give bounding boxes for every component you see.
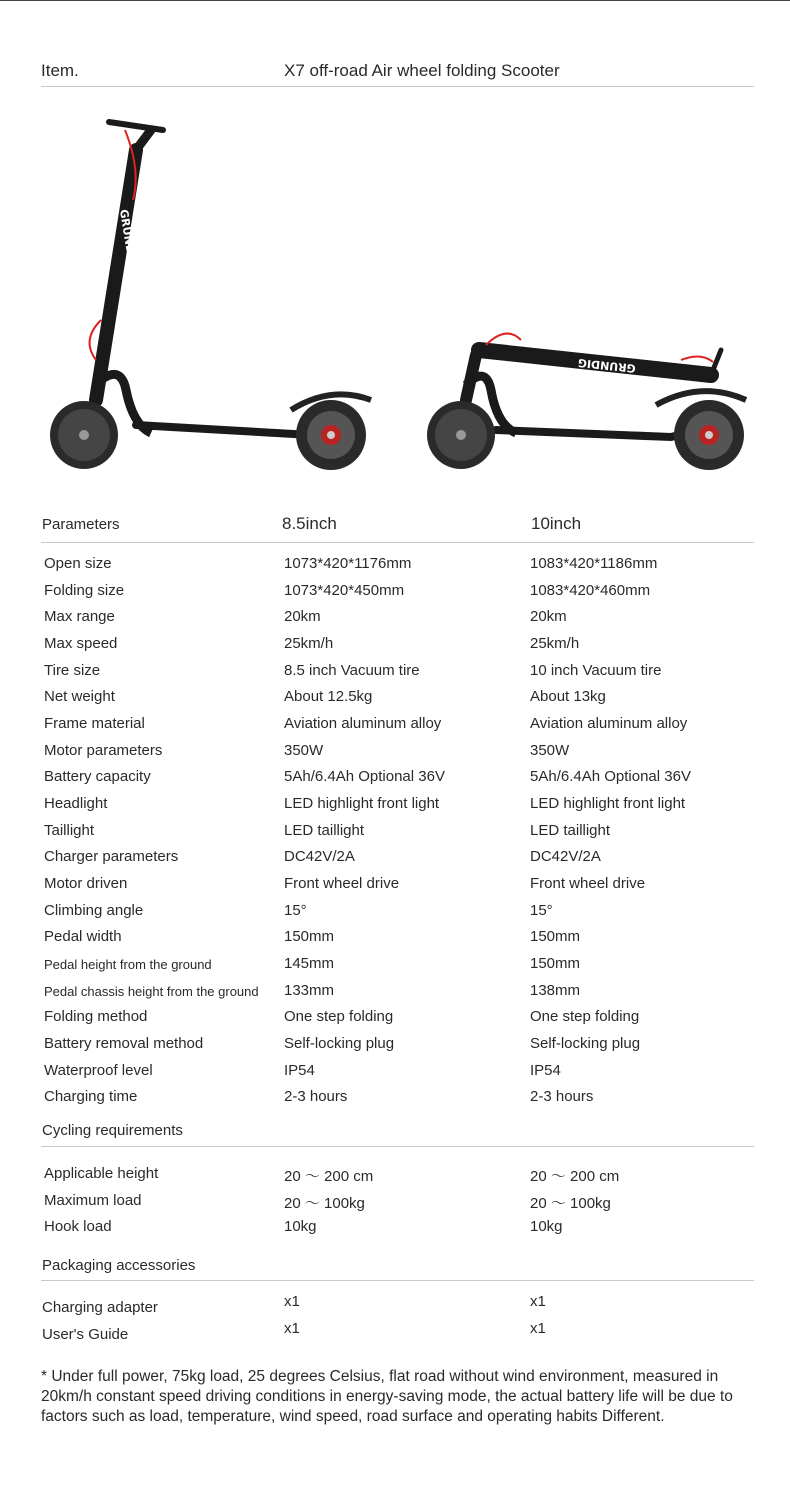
unfolded-scooter-image xyxy=(50,122,371,470)
row-label: Waterproof level xyxy=(44,1062,153,1079)
row-value-8-5: One step folding xyxy=(284,1008,394,1025)
item-title: X7 off-road Air wheel folding Scooter xyxy=(284,61,560,80)
row-label: Pedal chassis height from the ground xyxy=(44,984,259,999)
header-divider xyxy=(41,86,754,87)
row-label: Battery removal method xyxy=(44,1035,204,1052)
table-row xyxy=(0,848,790,874)
table-row xyxy=(0,742,790,768)
row-value-8-5: 8.5 inch Vacuum tire xyxy=(284,662,420,679)
row-value-8-5: LED taillight xyxy=(284,822,365,839)
row-value-8-5: 20 ～ 100kg xyxy=(284,1195,365,1212)
row-value-10: One step folding xyxy=(530,1008,640,1025)
row-label: Climbing angle xyxy=(44,902,144,919)
row-value-10: 20 ～ 100kg xyxy=(530,1195,611,1212)
parameters-title: Parameters xyxy=(42,516,120,533)
row-value-8-5: 145mm xyxy=(284,955,335,972)
row-value-8-5: 350W xyxy=(284,742,324,759)
row-label: Folding size xyxy=(44,582,125,599)
row-value-10: IP54 xyxy=(530,1062,561,1079)
row-label: Charger parameters xyxy=(44,848,179,865)
row-value-8-5: 25km/h xyxy=(284,635,334,652)
row-label: User's Guide xyxy=(42,1326,129,1343)
row-label: Open size xyxy=(44,555,112,572)
row-value-10: DC42V/2A xyxy=(530,848,601,865)
scooter-figure xyxy=(41,100,754,480)
row-value-8-5: 15° xyxy=(284,902,307,919)
row-label: Charging time xyxy=(44,1088,138,1105)
row-value-8-5: Self-locking plug xyxy=(284,1035,395,1052)
row-value-10: LED highlight front light xyxy=(530,795,686,812)
table-row xyxy=(0,635,790,661)
row-value-10: 10 inch Vacuum tire xyxy=(530,662,662,679)
table-row xyxy=(0,982,790,1008)
folded-scooter-image xyxy=(427,334,746,470)
table-row xyxy=(0,715,790,741)
row-value-10: 350W xyxy=(530,742,570,759)
table-row xyxy=(0,1293,790,1319)
row-value-10: 15° xyxy=(530,902,553,919)
row-value-10: 138mm xyxy=(530,982,581,999)
row-label: Tire size xyxy=(44,662,101,679)
column-heading-10-inch: 10inch xyxy=(531,514,582,533)
row-value-10: 150mm xyxy=(530,928,581,945)
row-value-8-5: 5Ah/6.4Ah Optional 36V xyxy=(284,768,445,785)
cycling-divider xyxy=(41,1146,754,1147)
item-label: Item. xyxy=(41,61,79,80)
table-row xyxy=(0,822,790,848)
table-row xyxy=(0,1008,790,1034)
row-value-10: 25km/h xyxy=(530,635,580,652)
row-value-10: 2-3 hours xyxy=(530,1088,594,1105)
row-value-8-5: 1073*420*1176mm xyxy=(284,555,412,572)
row-value-8-5: Front wheel drive xyxy=(284,875,400,892)
folded-stem-brand-text: GRUNDIG xyxy=(577,355,637,375)
row-label: Taillight xyxy=(44,822,95,839)
row-value-10: LED taillight xyxy=(530,822,611,839)
table-row xyxy=(0,1088,790,1114)
row-value-10: 20 ～ 200 cm xyxy=(530,1168,620,1185)
table-row xyxy=(0,1192,790,1218)
row-value-10: 10kg xyxy=(530,1218,563,1235)
table-row xyxy=(0,902,790,928)
row-label: Net weight xyxy=(44,688,115,705)
table-row xyxy=(0,555,790,581)
row-label: Pedal width xyxy=(44,928,122,945)
battery-life-footnote: * Under full power, 75kg load, 25 degrees Celsius, flat road without wind environment, measured in 20km/h constant speed driving conditions in energy-saving mode, the actual battery life will be due to factors such as load, temperature, wind speed, road surface and operating habits Different. xyxy=(41,1368,733,1425)
table-row xyxy=(0,582,790,608)
row-label: Maximum load xyxy=(44,1192,142,1209)
row-value-8-5: Aviation aluminum alloy xyxy=(284,715,442,732)
row-label: Applicable height xyxy=(44,1165,159,1182)
row-value-8-5: 133mm xyxy=(284,982,335,999)
row-value-8-5: 10kg xyxy=(284,1218,317,1235)
row-label: Folding method xyxy=(44,1008,148,1025)
table-row xyxy=(0,768,790,794)
row-label: Frame material xyxy=(44,715,145,732)
column-heading-8-5-inch: 8.5inch xyxy=(282,514,337,533)
row-value-10: About 13kg xyxy=(530,688,606,705)
table-row xyxy=(0,1165,790,1191)
table-row xyxy=(0,608,790,634)
packaging-divider xyxy=(41,1280,754,1281)
row-label: Max speed xyxy=(44,635,118,652)
row-value-8-5: LED highlight front light xyxy=(284,795,440,812)
row-value-8-5: 20km xyxy=(284,608,321,625)
row-value-10: Self-locking plug xyxy=(530,1035,641,1052)
row-value-8-5: 150mm xyxy=(284,928,335,945)
cycling-requirements-title: Cycling requirements xyxy=(42,1122,183,1139)
table-row xyxy=(0,795,790,821)
packaging-accessories-title: Packaging accessories xyxy=(42,1257,196,1274)
row-label: Motor driven xyxy=(44,875,128,892)
table-row xyxy=(0,1320,790,1346)
row-value-10: 150mm xyxy=(530,955,581,972)
table-row xyxy=(0,1035,790,1061)
row-value-8-5: 2-3 hours xyxy=(284,1088,348,1105)
row-value-10: Front wheel drive xyxy=(530,875,646,892)
row-value-8-5: 1073*420*450mm xyxy=(284,582,405,599)
table-row xyxy=(0,662,790,688)
row-value-10: Aviation aluminum alloy xyxy=(530,715,688,732)
row-value-10: 5Ah/6.4Ah Optional 36V xyxy=(530,768,691,785)
row-label: Hook load xyxy=(44,1218,112,1235)
row-value-8-5: 20 ～ 200 cm xyxy=(284,1168,374,1185)
row-label: Pedal height from the ground xyxy=(44,957,212,972)
table-row xyxy=(0,1218,790,1244)
row-label: Motor parameters xyxy=(44,742,163,759)
table-row xyxy=(0,928,790,954)
table-row xyxy=(0,1062,790,1088)
table-row xyxy=(0,688,790,714)
row-value-8-5: About 12.5kg xyxy=(284,688,373,705)
stem-brand-text: GRUNDIG xyxy=(117,208,139,268)
row-value-10: 20km xyxy=(530,608,567,625)
row-value-8-5: DC42V/2A xyxy=(284,848,355,865)
top-border xyxy=(0,0,790,1)
table-row xyxy=(0,875,790,901)
parameters-divider xyxy=(41,542,754,543)
row-value-8-5: x1 xyxy=(284,1320,300,1337)
row-value-8-5: IP54 xyxy=(284,1062,315,1079)
row-value-8-5: x1 xyxy=(284,1293,300,1310)
row-label: Battery capacity xyxy=(44,768,151,785)
row-label: Charging adapter xyxy=(42,1299,158,1316)
table-row xyxy=(0,955,790,981)
row-label: Headlight xyxy=(44,795,108,812)
row-value-10: 1083*420*460mm xyxy=(530,582,651,599)
row-value-10: x1 xyxy=(530,1320,546,1337)
row-label: Max range xyxy=(44,608,115,625)
row-value-10: 1083*420*1186mm xyxy=(530,555,658,572)
row-value-10: x1 xyxy=(530,1293,546,1310)
